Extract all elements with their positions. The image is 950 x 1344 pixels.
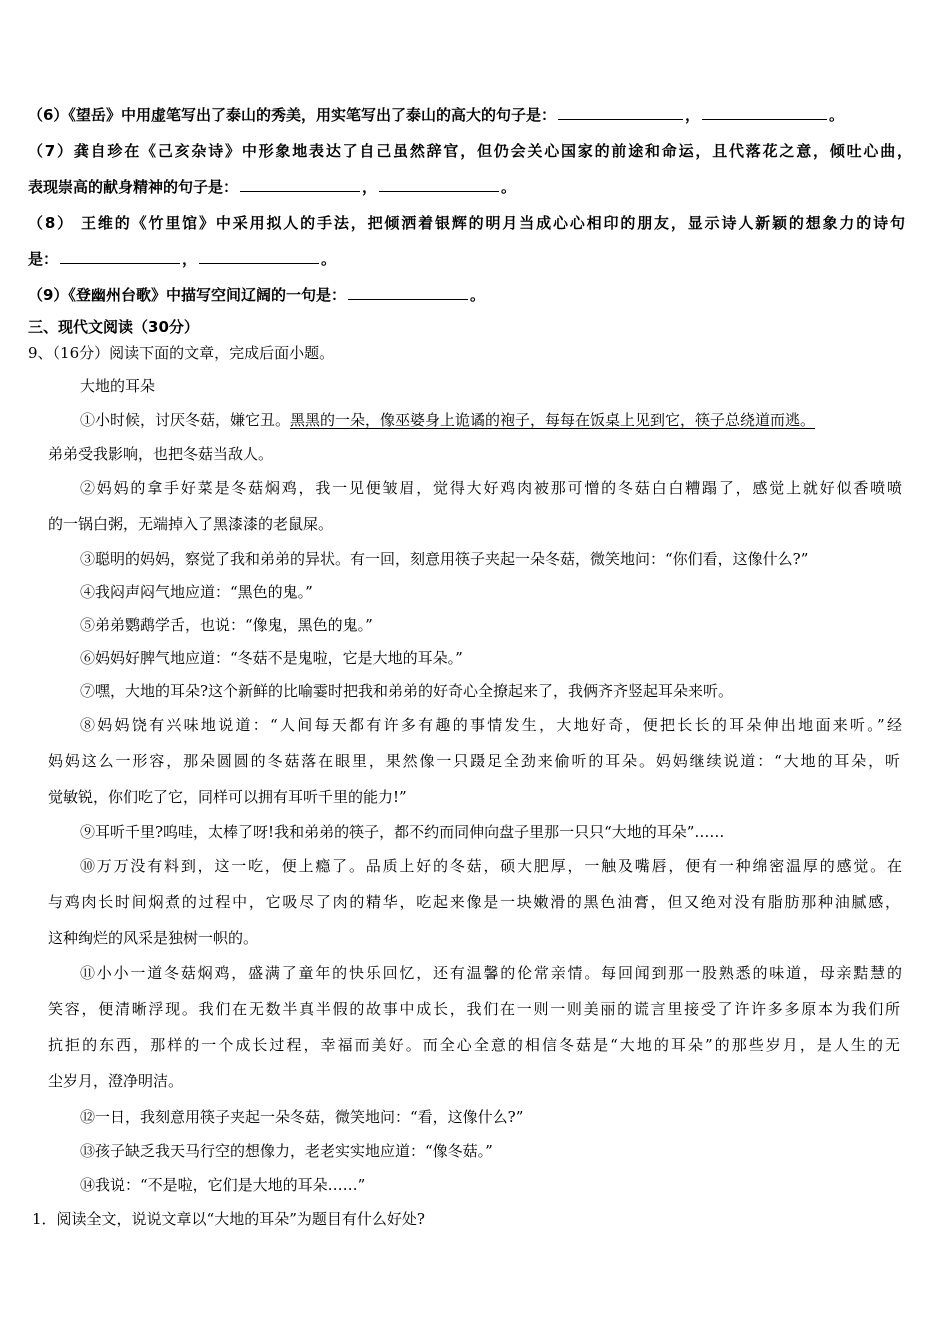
paragraph-8-line-2: 妈妈这么一形容，那朵圆圆的冬菇落在眼里，果然像一只蹑足全劲来偷听的耳朵。妈妈继续说道：“大地的耳朵，听 [48, 752, 900, 770]
paragraph-11-line-2: 笑容，便清晰浮现。我们在无数半真半假的故事中成长，我们在一则一则美丽的谎言里接受了许许多多原本为我们所 [48, 1000, 900, 1018]
paragraph-8-line-1: ⑧妈妈饶有兴味地说道：“人间每天都有许多有趣的事情发生，大地好奇，便把长长的耳朵伸出地面来听。”经 [80, 716, 902, 734]
paragraph-1-line-1 [80, 409, 815, 430]
comma: ， [182, 250, 198, 268]
paragraph-11-line-1: ⑪小小一道冬菇焖鸡，盛满了童年的快乐回忆，还有温馨的伦常亲情。每回闻到那一股熟悉的味道，母亲黠慧的 [80, 964, 902, 982]
answer-blank[interactable] [702, 118, 827, 120]
comma: ， [684, 106, 700, 124]
period: 。 [828, 106, 844, 124]
question-8-line-1: （8） 王维的《竹里馆》中采用拟人的手法，把倾洒着银辉的明月当成心心相印的朋友，显示诗人新颖的想象力的诗句 [28, 214, 905, 232]
period: 。 [321, 250, 337, 268]
question-7-text: 表现崇高的献身精神的句子是： [28, 178, 239, 196]
underlined-sentence: 黑黑的一朵，像巫婆身上诡谲的袍子，每每在饭桌上见到它，筷子总绕道而逃。 [290, 411, 816, 429]
paragraph-8-line-3: 觉敏锐，你们吃了它，同样可以拥有耳听千里的能力!” [48, 788, 407, 806]
question-8-text: 是： [28, 250, 59, 268]
paragraph-14: ⑭我说：“不是啦，它们是大地的耳朵……” [80, 1176, 366, 1194]
paragraph-1-line-2: 弟弟受我影响，也把冬菇当敌人。 [48, 445, 274, 463]
answer-blank[interactable] [240, 190, 360, 192]
question-6-text: （6）《望岳》中用虚笔写出了泰山的秀美，用实笔写出了泰山的高大的句子是： [28, 106, 556, 124]
paragraph-6: ⑥妈妈好脾气地应道：“冬菇不是鬼啦，它是大地的耳朵。” [80, 649, 463, 667]
question-8-line-2 [28, 248, 336, 269]
paragraph-5: ⑤弟弟鹦鹉学舌，也说：“像鬼，黑色的鬼。” [80, 616, 373, 634]
answer-blank[interactable] [199, 262, 319, 264]
answer-blank[interactable] [348, 298, 468, 300]
paragraph-12: ⑫一日，我刻意用筷子夹起一朵冬菇，微笑地问：“看，这像什么?” [80, 1108, 524, 1126]
answer-blank[interactable] [558, 118, 683, 120]
paragraph-10-line-3: 这种绚烂的风采是独树一帜的。 [48, 929, 259, 947]
question-9 [28, 284, 485, 305]
question-9-text: （9）《登幽州台歌》中描写空间辽阔的一句是： [28, 286, 346, 304]
paragraph-10-line-1: ⑩万万没有料到，这一吃，便上瘾了。品质上好的冬菇，硕大肥厚，一触及嘴唇，便有一种绵密温厚的感觉。在 [80, 857, 902, 875]
question-7-line-1: （7）龚自珍在《己亥杂诗》中形象地表达了自己虽然辞官，但仍会关心国家的前途和命运，且代落花之意，倾吐心曲， [28, 142, 912, 160]
paragraph-11-line-4: 尘岁月，澄净明洁。 [48, 1072, 184, 1090]
paragraph-9: ⑨耳听千里?呜哇，太棒了呀!我和弟弟的筷子，都不约而同伸向盘子里那一只只“大地的耳朵”…… [80, 823, 725, 841]
answer-blank[interactable] [379, 190, 499, 192]
period: 。 [501, 178, 517, 196]
answer-blank[interactable] [60, 262, 180, 264]
section-heading: 三、现代文阅读（30分） [28, 318, 199, 336]
comma: ， [362, 178, 378, 196]
paragraph-7: ⑦嘿，大地的耳朵?这个新鲜的比喻霎时把我和弟弟的好奇心全撩起来了，我俩齐齐竖起耳朵来听。 [80, 682, 734, 700]
followup-question-1: 1．阅读全文，说说文章以“大地的耳朵”为题目有什么好处? [32, 1210, 425, 1228]
paragraph-4: ④我闷声闷气地应道：“黑色的鬼。” [80, 583, 313, 601]
paragraph-11-line-3: 抗拒的东西，那样的一个成长过程，幸福而美好。而全心全意的相信冬菇是“大地的耳朵”的那些岁月，是人生的无 [48, 1036, 900, 1054]
paragraph-13: ⑬孩子缺乏我天马行空的想像力，老老实实地应道：“像冬菇。” [80, 1142, 493, 1160]
question-7-line-2 [28, 176, 516, 197]
article-title: 大地的耳朵 [80, 377, 156, 395]
reading-task: 9、（16分）阅读下面的文章，完成后面小题。 [28, 344, 335, 362]
paragraph-3: ③聪明的妈妈，察觉了我和弟弟的异状。有一回，刻意用筷子夹起一朵冬菇，微笑地问：“你们看，这像什么?” [80, 550, 809, 568]
question-6 [28, 104, 844, 125]
paragraph-2-line-1: ②妈妈的拿手好菜是冬菇焖鸡，我一见便皱眉，觉得大好鸡肉被那可憎的冬菇白白糟蹋了，感觉上就好似香喷喷 [80, 479, 902, 497]
period: 。 [469, 286, 485, 304]
paragraph-1-start: ①小时候，讨厌冬菇，嫌它丑。 [80, 411, 291, 429]
paragraph-10-line-2: 与鸡肉长时间焖煮的过程中，它吸尽了肉的精华，吃起来像是一块嫩滑的黑色油膏，但又绝对没有脂肪那种油腻感， [48, 893, 900, 911]
paragraph-2-line-2: 的一锅白粥，无端掉入了黑漆漆的老鼠屎。 [48, 515, 334, 533]
